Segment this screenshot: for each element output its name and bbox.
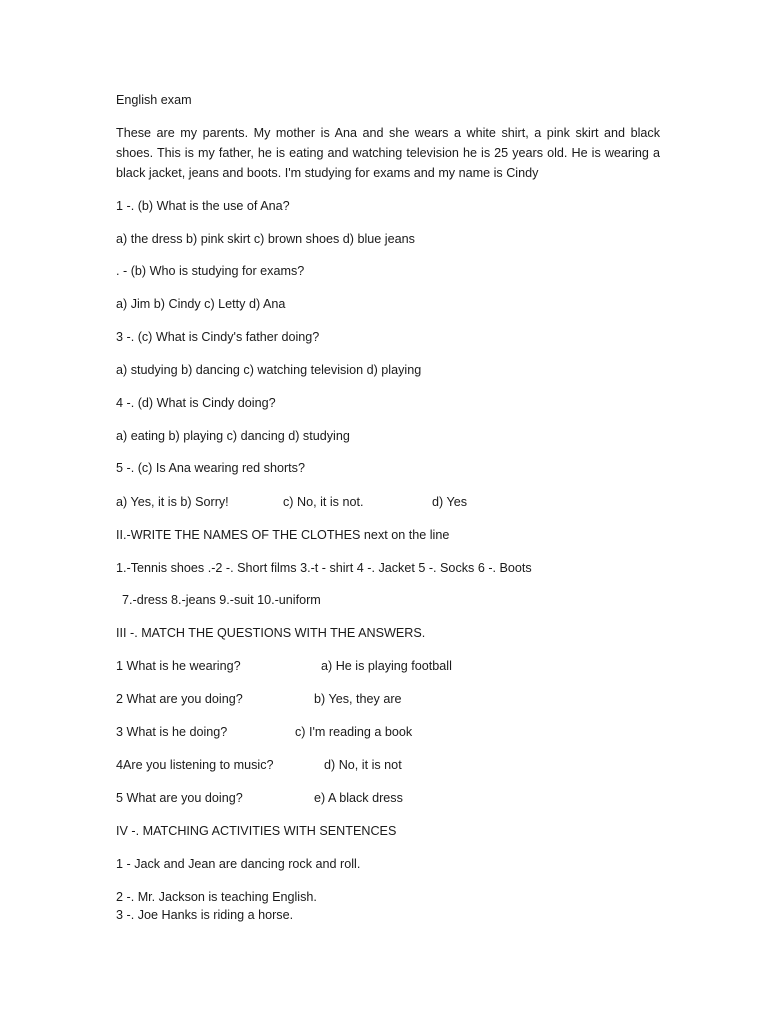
- answers-5-part-3: d) Yes: [432, 495, 468, 509]
- clothes-line-1: 1.-Tennis shoes .-2 -. Short films 3.-t - shirt 4 -. Jacket 5 -. Socks 6 -. Boots: [116, 561, 532, 575]
- match-answer: e) A black dress: [314, 791, 403, 805]
- match-question: 4Are you listening to music?: [116, 758, 274, 772]
- answers-1: a) the dress b) pink skirt c) brown shoes d) blue jeans: [116, 232, 415, 246]
- match-answer: a) He is playing football: [321, 659, 452, 673]
- section-4-heading: IV -. MATCHING ACTIVITIES WITH SENTENCES: [116, 824, 397, 838]
- section-3-heading: III -. MATCH THE QUESTIONS WITH THE ANSWERS.: [116, 626, 426, 640]
- answers-4: a) eating b) playing c) dancing d) studying: [116, 429, 350, 443]
- match-answer: c) I'm reading a book: [295, 725, 413, 739]
- question-5: 5 -. (c) Is Ana wearing red shorts?: [116, 461, 305, 475]
- sentence-2: 2 -. Mr. Jackson is teaching English.: [116, 890, 317, 904]
- match-question: 5 What are you doing?: [116, 791, 243, 805]
- match-question: 1 What is he wearing?: [116, 659, 241, 673]
- match-answer: b) Yes, they are: [314, 692, 402, 706]
- answers-5-part-1: a) Yes, it is b) Sorry!: [116, 495, 229, 509]
- answers-3: a) studying b) dancing c) watching television d) playing: [116, 363, 422, 377]
- match-answer: d) No, it is not: [324, 758, 402, 772]
- sentence-3: 3 -. Joe Hanks is riding a horse.: [116, 908, 294, 922]
- question-2: . - (b) Who is studying for exams?: [116, 264, 305, 278]
- clothes-line-2: 7.-dress 8.-jeans 9.-suit 10.-uniform: [122, 593, 321, 607]
- sentence-1: 1 - Jack and Jean are dancing rock and roll.: [116, 857, 361, 871]
- section-2-heading: II.-WRITE THE NAMES OF THE CLOTHES next on the line: [116, 528, 450, 542]
- question-1: 1 -. (b) What is the use of Ana?: [116, 199, 290, 213]
- intro-paragraph: These are my parents. My mother is Ana and she wears a white shirt, a pink skirt and black shoes. This is my father, he is eating and watching television he is 25 years old. He is wearing a black jacket, jeans and boots. I'm studying for exams and my name is Cindy: [116, 126, 660, 180]
- answers-5-part-2: c) No, it is not.: [283, 495, 364, 509]
- match-question: 3 What is he doing?: [116, 725, 228, 739]
- match-question: 2 What are you doing?: [116, 692, 243, 706]
- question-4: 4 -. (d) What is Cindy doing?: [116, 396, 276, 410]
- answers-2: a) Jim b) Cindy c) Letty d) Ana: [116, 297, 286, 311]
- document-title: English exam: [116, 93, 192, 107]
- question-3: 3 -. (c) What is Cindy's father doing?: [116, 330, 320, 344]
